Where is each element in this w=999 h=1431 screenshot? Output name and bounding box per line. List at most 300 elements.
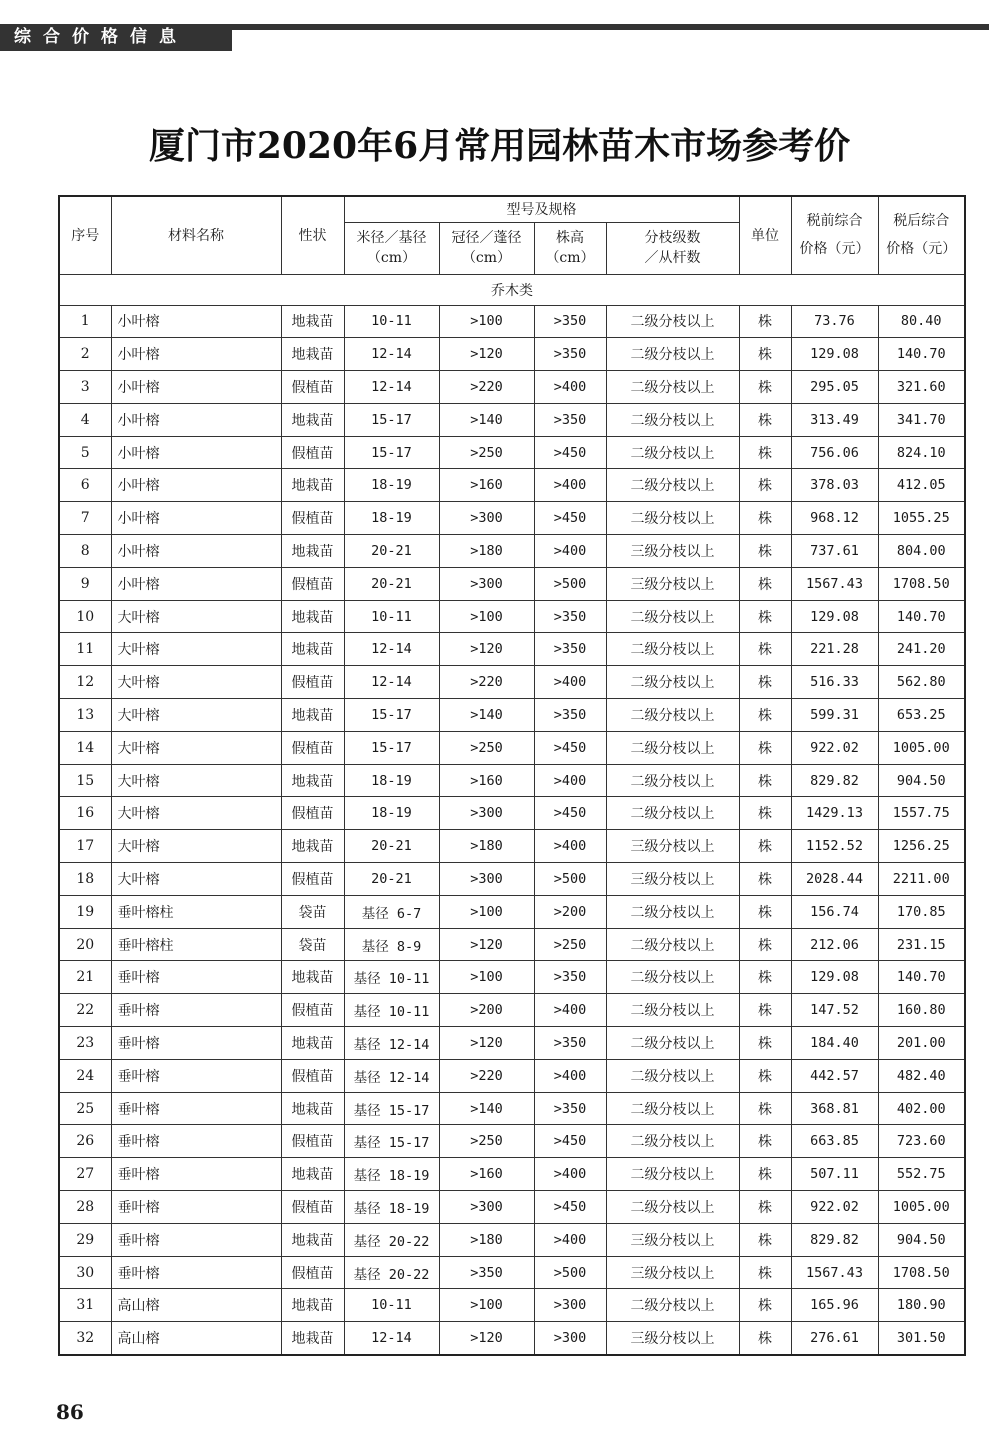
cell-unit: 株 xyxy=(739,928,791,961)
cell-branch: 二级分枝以上 xyxy=(606,1027,739,1060)
cell-pre-tax-price: 663.85 xyxy=(791,1125,878,1158)
cell-crown: >300 xyxy=(439,1191,534,1224)
cell-seq: 16 xyxy=(59,797,111,830)
cell-height: >400 xyxy=(534,371,606,404)
cell-form: 地栽苗 xyxy=(281,699,344,732)
cell-seq: 19 xyxy=(59,895,111,928)
cell-unit: 株 xyxy=(739,535,791,568)
cell-seq: 28 xyxy=(59,1191,111,1224)
cell-pre-tax-price: 1152.52 xyxy=(791,830,878,863)
cell-pre-tax-price: 147.52 xyxy=(791,994,878,1027)
cell-height: >450 xyxy=(534,797,606,830)
cell-pre-tax-price: 295.05 xyxy=(791,371,878,404)
cell-branch: 二级分枝以上 xyxy=(606,1059,739,1092)
cell-seq: 8 xyxy=(59,535,111,568)
cell-branch: 二级分枝以上 xyxy=(606,1158,739,1191)
cell-branch: 二级分枝以上 xyxy=(606,338,739,371)
cell-height: >500 xyxy=(534,567,606,600)
cell-diameter: 18-19 xyxy=(344,764,439,797)
category-label: 乔木类 xyxy=(59,274,965,305)
cell-crown: >250 xyxy=(439,731,534,764)
cell-form: 地栽苗 xyxy=(281,535,344,568)
cell-crown: >120 xyxy=(439,1027,534,1060)
cell-diameter: 12-14 xyxy=(344,338,439,371)
header-diameter: 米径／基径 （cm） xyxy=(344,222,439,274)
cell-name: 大叶榕 xyxy=(111,600,281,633)
cell-unit: 株 xyxy=(739,961,791,994)
cell-unit: 株 xyxy=(739,1289,791,1322)
cell-name: 大叶榕 xyxy=(111,731,281,764)
cell-pre-tax-price: 212.06 xyxy=(791,928,878,961)
cell-post-tax-price: 170.85 xyxy=(878,895,965,928)
cell-diameter: 12-14 xyxy=(344,1322,439,1355)
cell-pre-tax-price: 922.02 xyxy=(791,731,878,764)
cell-form: 假植苗 xyxy=(281,731,344,764)
table-row xyxy=(59,567,965,600)
cell-seq: 12 xyxy=(59,666,111,699)
table-row xyxy=(59,469,965,502)
cell-branch: 三级分枝以上 xyxy=(606,830,739,863)
cell-form: 假植苗 xyxy=(281,371,344,404)
table-row xyxy=(59,1092,965,1125)
cell-pre-tax-price: 599.31 xyxy=(791,699,878,732)
cell-crown: >180 xyxy=(439,1223,534,1256)
cell-height: >350 xyxy=(534,338,606,371)
cell-post-tax-price: 201.00 xyxy=(878,1027,965,1060)
cell-crown: >220 xyxy=(439,1059,534,1092)
cell-seq: 5 xyxy=(59,436,111,469)
cell-form: 袋苗 xyxy=(281,928,344,961)
cell-seq: 27 xyxy=(59,1158,111,1191)
cell-height: >400 xyxy=(534,764,606,797)
cell-seq: 22 xyxy=(59,994,111,1027)
cell-post-tax-price: 1557.75 xyxy=(878,797,965,830)
table-row xyxy=(59,699,965,732)
cell-post-tax-price: 824.10 xyxy=(878,436,965,469)
cell-height: >450 xyxy=(534,731,606,764)
cell-post-tax-price: 1055.25 xyxy=(878,502,965,535)
cell-name: 垂叶榕柱 xyxy=(111,928,281,961)
cell-name: 大叶榕 xyxy=(111,863,281,896)
cell-post-tax-price: 140.70 xyxy=(878,961,965,994)
table-row xyxy=(59,731,965,764)
table-row xyxy=(59,371,965,404)
cell-post-tax-price: 1708.50 xyxy=(878,567,965,600)
cell-seq: 17 xyxy=(59,830,111,863)
cell-post-tax-price: 341.70 xyxy=(878,403,965,436)
cell-pre-tax-price: 156.74 xyxy=(791,895,878,928)
cell-post-tax-price: 804.00 xyxy=(878,535,965,568)
table-row xyxy=(59,1223,965,1256)
cell-diameter: 基径 18-19 xyxy=(344,1158,439,1191)
cell-unit: 株 xyxy=(739,371,791,404)
cell-post-tax-price: 653.25 xyxy=(878,699,965,732)
cell-unit: 株 xyxy=(739,1256,791,1289)
cell-post-tax-price: 723.60 xyxy=(878,1125,965,1158)
cell-form: 地栽苗 xyxy=(281,1158,344,1191)
cell-unit: 株 xyxy=(739,1191,791,1224)
header-form: 性状 xyxy=(281,196,344,274)
table-row xyxy=(59,305,965,338)
cell-unit: 株 xyxy=(739,1027,791,1060)
cell-crown: >180 xyxy=(439,830,534,863)
cell-form: 假植苗 xyxy=(281,797,344,830)
cell-height: >500 xyxy=(534,863,606,896)
table-row xyxy=(59,830,965,863)
cell-height: >350 xyxy=(534,305,606,338)
cell-height: >400 xyxy=(534,830,606,863)
cell-crown: >140 xyxy=(439,699,534,732)
cell-height: >400 xyxy=(534,1158,606,1191)
cell-name: 大叶榕 xyxy=(111,797,281,830)
cell-name: 大叶榕 xyxy=(111,764,281,797)
cell-crown: >100 xyxy=(439,1289,534,1322)
cell-seq: 10 xyxy=(59,600,111,633)
header-rule xyxy=(232,24,989,30)
cell-height: >450 xyxy=(534,436,606,469)
cell-crown: >300 xyxy=(439,797,534,830)
page-number: 86 xyxy=(56,1400,84,1424)
cell-branch: 二级分枝以上 xyxy=(606,961,739,994)
cell-form: 袋苗 xyxy=(281,895,344,928)
cell-pre-tax-price: 73.76 xyxy=(791,305,878,338)
cell-form: 地栽苗 xyxy=(281,830,344,863)
cell-diameter: 12-14 xyxy=(344,633,439,666)
cell-name: 高山榕 xyxy=(111,1322,281,1355)
cell-diameter: 20-21 xyxy=(344,567,439,600)
cell-post-tax-price: 1005.00 xyxy=(878,731,965,764)
cell-form: 地栽苗 xyxy=(281,1223,344,1256)
cell-diameter: 15-17 xyxy=(344,731,439,764)
cell-unit: 株 xyxy=(739,731,791,764)
cell-crown: >220 xyxy=(439,371,534,404)
table-row xyxy=(59,895,965,928)
cell-crown: >120 xyxy=(439,633,534,666)
cell-seq: 18 xyxy=(59,863,111,896)
cell-seq: 31 xyxy=(59,1289,111,1322)
cell-seq: 3 xyxy=(59,371,111,404)
table-row xyxy=(59,994,965,1027)
cell-crown: >100 xyxy=(439,600,534,633)
cell-pre-tax-price: 129.08 xyxy=(791,338,878,371)
cell-crown: >100 xyxy=(439,895,534,928)
cell-pre-tax-price: 368.81 xyxy=(791,1092,878,1125)
cell-form: 假植苗 xyxy=(281,1125,344,1158)
cell-branch: 三级分枝以上 xyxy=(606,1223,739,1256)
cell-diameter: 基径 6-7 xyxy=(344,895,439,928)
cell-form: 地栽苗 xyxy=(281,600,344,633)
cell-form: 地栽苗 xyxy=(281,1092,344,1125)
cell-pre-tax-price: 221.28 xyxy=(791,633,878,666)
cell-post-tax-price: 904.50 xyxy=(878,764,965,797)
cell-height: >450 xyxy=(534,1125,606,1158)
cell-form: 假植苗 xyxy=(281,567,344,600)
cell-pre-tax-price: 378.03 xyxy=(791,469,878,502)
cell-post-tax-price: 402.00 xyxy=(878,1092,965,1125)
cell-name: 高山榕 xyxy=(111,1289,281,1322)
header-crown: 冠径／蓬径 （cm） xyxy=(439,222,534,274)
cell-crown: >250 xyxy=(439,1125,534,1158)
cell-pre-tax-price: 507.11 xyxy=(791,1158,878,1191)
cell-post-tax-price: 301.50 xyxy=(878,1322,965,1355)
cell-seq: 24 xyxy=(59,1059,111,1092)
table-row xyxy=(59,1191,965,1224)
cell-seq: 1 xyxy=(59,305,111,338)
table-row xyxy=(59,1027,965,1060)
cell-diameter: 10-11 xyxy=(344,600,439,633)
cell-height: >300 xyxy=(534,1322,606,1355)
cell-pre-tax-price: 829.82 xyxy=(791,1223,878,1256)
cell-height: >400 xyxy=(534,535,606,568)
cell-form: 假植苗 xyxy=(281,994,344,1027)
cell-name: 小叶榕 xyxy=(111,338,281,371)
cell-height: >400 xyxy=(534,1223,606,1256)
cell-form: 假植苗 xyxy=(281,1256,344,1289)
cell-height: >350 xyxy=(534,699,606,732)
cell-branch: 二级分枝以上 xyxy=(606,1289,739,1322)
cell-form: 假植苗 xyxy=(281,502,344,535)
cell-name: 垂叶榕 xyxy=(111,1125,281,1158)
cell-pre-tax-price: 1567.43 xyxy=(791,1256,878,1289)
cell-diameter: 基径 10-11 xyxy=(344,994,439,1027)
cell-height: >400 xyxy=(534,666,606,699)
cell-height: >200 xyxy=(534,895,606,928)
cell-post-tax-price: 904.50 xyxy=(878,1223,965,1256)
cell-diameter: 10-11 xyxy=(344,305,439,338)
cell-name: 小叶榕 xyxy=(111,567,281,600)
cell-height: >400 xyxy=(534,1059,606,1092)
cell-unit: 株 xyxy=(739,994,791,1027)
table-row xyxy=(59,797,965,830)
table-row xyxy=(59,1289,965,1322)
header-post-tax: 税后综合 价格（元） xyxy=(878,196,965,274)
header-spec-group: 型号及规格 xyxy=(344,196,739,222)
cell-pre-tax-price: 737.61 xyxy=(791,535,878,568)
cell-name: 小叶榕 xyxy=(111,371,281,404)
cell-diameter: 基径 20-22 xyxy=(344,1223,439,1256)
cell-pre-tax-price: 313.49 xyxy=(791,403,878,436)
cell-post-tax-price: 140.70 xyxy=(878,338,965,371)
cell-branch: 二级分枝以上 xyxy=(606,731,739,764)
cell-pre-tax-price: 829.82 xyxy=(791,764,878,797)
cell-diameter: 18-19 xyxy=(344,502,439,535)
cell-name: 垂叶榕 xyxy=(111,994,281,1027)
cell-name: 大叶榕 xyxy=(111,699,281,732)
cell-name: 小叶榕 xyxy=(111,436,281,469)
cell-seq: 2 xyxy=(59,338,111,371)
cell-name: 小叶榕 xyxy=(111,535,281,568)
cell-crown: >220 xyxy=(439,666,534,699)
cell-form: 地栽苗 xyxy=(281,469,344,502)
cell-diameter: 20-21 xyxy=(344,863,439,896)
cell-branch: 二级分枝以上 xyxy=(606,600,739,633)
cell-form: 假植苗 xyxy=(281,1191,344,1224)
cell-diameter: 基径 20-22 xyxy=(344,1256,439,1289)
cell-crown: >300 xyxy=(439,502,534,535)
cell-form: 地栽苗 xyxy=(281,764,344,797)
cell-post-tax-price: 160.80 xyxy=(878,994,965,1027)
cell-crown: >300 xyxy=(439,863,534,896)
cell-height: >350 xyxy=(534,600,606,633)
cell-post-tax-price: 321.60 xyxy=(878,371,965,404)
cell-form: 地栽苗 xyxy=(281,403,344,436)
cell-unit: 株 xyxy=(739,797,791,830)
cell-seq: 11 xyxy=(59,633,111,666)
cell-unit: 株 xyxy=(739,1092,791,1125)
cell-height: >250 xyxy=(534,928,606,961)
price-table xyxy=(58,195,966,1356)
cell-crown: >120 xyxy=(439,928,534,961)
cell-diameter: 基径 8-9 xyxy=(344,928,439,961)
cell-branch: 二级分枝以上 xyxy=(606,764,739,797)
cell-unit: 株 xyxy=(739,633,791,666)
cell-form: 假植苗 xyxy=(281,666,344,699)
cell-name: 小叶榕 xyxy=(111,502,281,535)
cell-pre-tax-price: 968.12 xyxy=(791,502,878,535)
section-tab: 综合价格信息 xyxy=(0,24,232,51)
header-pre-tax: 税前综合 价格（元） xyxy=(791,196,878,274)
table-row xyxy=(59,1256,965,1289)
table-row xyxy=(59,1158,965,1191)
cell-unit: 株 xyxy=(739,666,791,699)
table-row xyxy=(59,961,965,994)
cell-unit: 株 xyxy=(739,502,791,535)
cell-branch: 二级分枝以上 xyxy=(606,666,739,699)
cell-seq: 29 xyxy=(59,1223,111,1256)
cell-seq: 30 xyxy=(59,1256,111,1289)
table-row xyxy=(59,600,965,633)
table-row xyxy=(59,436,965,469)
cell-seq: 26 xyxy=(59,1125,111,1158)
cell-post-tax-price: 80.40 xyxy=(878,305,965,338)
cell-branch: 二级分枝以上 xyxy=(606,1125,739,1158)
cell-post-tax-price: 482.40 xyxy=(878,1059,965,1092)
cell-seq: 25 xyxy=(59,1092,111,1125)
header-seq: 序号 xyxy=(59,196,111,274)
cell-pre-tax-price: 129.08 xyxy=(791,600,878,633)
cell-diameter: 基径 18-19 xyxy=(344,1191,439,1224)
cell-pre-tax-price: 276.61 xyxy=(791,1322,878,1355)
cell-diameter: 12-14 xyxy=(344,666,439,699)
page-title: 厦门市2020年6月常用园林苗木市场参考价 xyxy=(148,125,851,167)
cell-pre-tax-price: 1567.43 xyxy=(791,567,878,600)
cell-name: 垂叶榕 xyxy=(111,961,281,994)
cell-post-tax-price: 2211.00 xyxy=(878,863,965,896)
cell-pre-tax-price: 129.08 xyxy=(791,961,878,994)
cell-branch: 二级分枝以上 xyxy=(606,994,739,1027)
cell-pre-tax-price: 1429.13 xyxy=(791,797,878,830)
cell-name: 大叶榕 xyxy=(111,666,281,699)
cell-branch: 三级分枝以上 xyxy=(606,1256,739,1289)
cell-branch: 三级分枝以上 xyxy=(606,863,739,896)
cell-name: 小叶榕 xyxy=(111,469,281,502)
cell-post-tax-price: 1005.00 xyxy=(878,1191,965,1224)
cell-seq: 13 xyxy=(59,699,111,732)
cell-form: 地栽苗 xyxy=(281,633,344,666)
cell-name: 垂叶榕 xyxy=(111,1027,281,1060)
cell-unit: 株 xyxy=(739,1059,791,1092)
cell-name: 垂叶榕 xyxy=(111,1256,281,1289)
cell-name: 垂叶榕柱 xyxy=(111,895,281,928)
cell-crown: >160 xyxy=(439,469,534,502)
cell-branch: 二级分枝以上 xyxy=(606,633,739,666)
cell-branch: 三级分枝以上 xyxy=(606,567,739,600)
cell-branch: 二级分枝以上 xyxy=(606,1092,739,1125)
table-row xyxy=(59,535,965,568)
cell-pre-tax-price: 922.02 xyxy=(791,1191,878,1224)
cell-unit: 株 xyxy=(739,895,791,928)
header-name: 材料名称 xyxy=(111,196,281,274)
cell-pre-tax-price: 756.06 xyxy=(791,436,878,469)
cell-post-tax-price: 1708.50 xyxy=(878,1256,965,1289)
cell-pre-tax-price: 184.40 xyxy=(791,1027,878,1060)
cell-height: >350 xyxy=(534,961,606,994)
cell-branch: 二级分枝以上 xyxy=(606,699,739,732)
cell-diameter: 15-17 xyxy=(344,403,439,436)
cell-diameter: 15-17 xyxy=(344,436,439,469)
cell-height: >450 xyxy=(534,1191,606,1224)
table-row xyxy=(59,1059,965,1092)
cell-height: >350 xyxy=(534,403,606,436)
cell-name: 小叶榕 xyxy=(111,305,281,338)
cell-unit: 株 xyxy=(739,469,791,502)
cell-branch: 二级分枝以上 xyxy=(606,1191,739,1224)
cell-branch: 二级分枝以上 xyxy=(606,797,739,830)
cell-unit: 株 xyxy=(739,1158,791,1191)
cell-diameter: 18-19 xyxy=(344,469,439,502)
cell-seq: 20 xyxy=(59,928,111,961)
cell-name: 大叶榕 xyxy=(111,633,281,666)
cell-seq: 9 xyxy=(59,567,111,600)
cell-seq: 21 xyxy=(59,961,111,994)
cell-crown: >160 xyxy=(439,1158,534,1191)
cell-height: >400 xyxy=(534,469,606,502)
table-row xyxy=(59,502,965,535)
cell-unit: 株 xyxy=(739,1322,791,1355)
cell-height: >500 xyxy=(534,1256,606,1289)
table-row xyxy=(59,666,965,699)
cell-diameter: 基径 10-11 xyxy=(344,961,439,994)
cell-height: >450 xyxy=(534,502,606,535)
cell-crown: >160 xyxy=(439,764,534,797)
cell-form: 地栽苗 xyxy=(281,1322,344,1355)
cell-crown: >100 xyxy=(439,961,534,994)
cell-form: 假植苗 xyxy=(281,863,344,896)
table-row xyxy=(59,863,965,896)
header-branch: 分枝级数 ／从杆数 xyxy=(606,222,739,274)
cell-form: 地栽苗 xyxy=(281,338,344,371)
table-row xyxy=(59,1125,965,1158)
cell-crown: >120 xyxy=(439,338,534,371)
cell-post-tax-price: 231.15 xyxy=(878,928,965,961)
cell-seq: 15 xyxy=(59,764,111,797)
cell-branch: 二级分枝以上 xyxy=(606,928,739,961)
cell-name: 大叶榕 xyxy=(111,830,281,863)
cell-name: 垂叶榕 xyxy=(111,1059,281,1092)
cell-unit: 株 xyxy=(739,338,791,371)
cell-form: 假植苗 xyxy=(281,1059,344,1092)
cell-branch: 三级分枝以上 xyxy=(606,1322,739,1355)
cell-pre-tax-price: 516.33 xyxy=(791,666,878,699)
table-row xyxy=(59,403,965,436)
cell-form: 假植苗 xyxy=(281,436,344,469)
cell-crown: >180 xyxy=(439,535,534,568)
cell-unit: 株 xyxy=(739,600,791,633)
cell-diameter: 18-19 xyxy=(344,797,439,830)
cell-branch: 二级分枝以上 xyxy=(606,469,739,502)
header-height: 株高 （cm） xyxy=(534,222,606,274)
cell-form: 地栽苗 xyxy=(281,961,344,994)
